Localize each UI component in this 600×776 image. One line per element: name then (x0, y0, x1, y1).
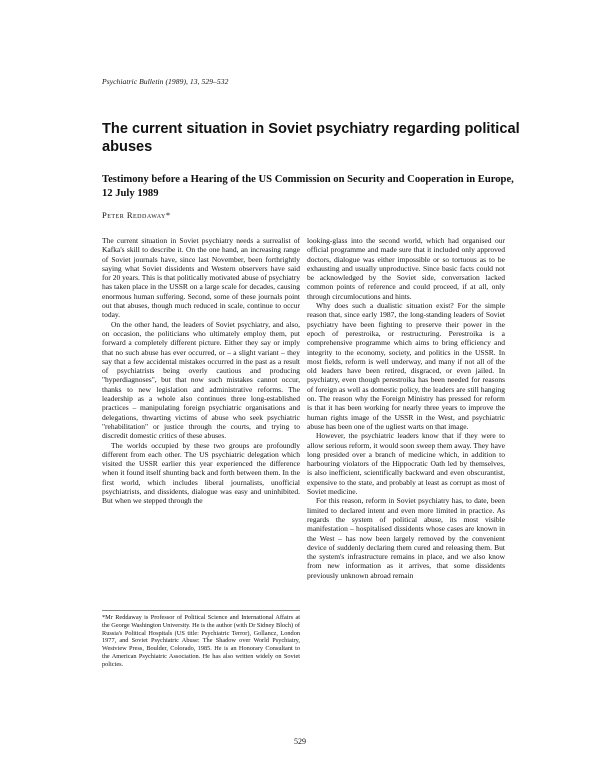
footnote-divider (102, 610, 300, 611)
page-number: 529 (294, 737, 306, 746)
paragraph: However, the psychiatric leaders know that if they were to allow serious reform, it would soon sweep them away. They have long presided over a branch of medicine which, in addition to harbouring violators of the Hippocratic Oath led by themselves, is also inefficient, scientifically backward and even obscurantist, expensive to the state, and probably at least as corrupt as most of Soviet medicine. (307, 431, 505, 497)
left-column (102, 236, 300, 506)
author-footnote (102, 614, 300, 668)
paragraph: The current situation in Soviet psychiatry needs a surrealist of Kafka's skill to describe it. On the one hand, an increasing range of Soviet journals have, since last November, been forthrightly saying what Soviet dissidents and Western observers have said for 20 years. This is that politically motivated abuse of psychiatry has taken place in the USSR on a large scale for decades, causing enormous human suffering. Second, some of these journals point out that abuses, though much reduced in scale, continue to occur today. (102, 236, 300, 320)
author-name: Peter Reddaway* (102, 210, 171, 220)
article-title: The current situation in Soviet psychiatry regarding political abuses (102, 121, 520, 155)
paragraph: For this reason, reform in Soviet psychiatry has, to date, been limited to declared intent and even more limited in practice. As regards the system of political abuse, its most visible manifestation – hospitalised dissidents whose cases are known in the West – has now been largely removed by the convenient device of suddenly declaring them cured and releasing them. But the system's infrastructure remains in place, and we also know from new information as it arrives, that some dissidents previously unknown abroad remain (307, 496, 505, 580)
paragraph: The worlds occupied by these two groups are profoundly different from each other. The US psychiatric delegation which visited the USSR earlier this year experienced the difference when it found itself shunting back and forth between them. In the first world, which includes liberal journalists, unofficial psychiatrists, and dissidents, dialogue was easy and uninhibited. But when we stepped through the (102, 440, 300, 506)
right-column (307, 236, 505, 580)
article-subtitle: Testimony before a Hearing of the US Commission on Security and Cooperation in Europe, 12 July 1989 (102, 174, 514, 199)
paragraph: On the other hand, the leaders of Soviet psychiatry, and also, on occasion, the politicians who ultimately employ them, put forward a completely different picture. Either they say or imply that no such abuse has ever occurred, or – a slight variant – they say that a few accidental mistakes occurred in the past as a result of psychiatrists being overly cautious and producing "hyperdiagnoses", but that now such mistakes cannot occur, thanks to new legislation and administrative reforms. The leadership as a whole also continues three long-established practices – manipulating foreign psychiatric organisations and delegations, thwarting victims of abuse who seek psychiatric "rehabilitation" or justice through the courts, and trying to discredit domestic critics of these abuses. (102, 319, 300, 441)
footnote-text: *Mr Reddaway is Professor of Political Science and International Affairs at the George Washington University. He is the author (with Dr Sidney Bloch) of Russia's Political Hospitals (US title: Psychiatric Terror), Gollancz, London 1977, and Soviet Psychiatric Abuse: The Shadow over World Psychiatry, Westview Press, Boulder, Colorado, 1985. He is an Honorary Consultant to the American Psychiatric Association. He has also written widely on Soviet policies. (102, 614, 300, 668)
paragraph: looking-glass into the second world, which had organised our official programme and made sure that it included only approved doctors, dialogue was either impossible or so tortuous as to be exhausting and usually unproductive. Since basic facts could not be acknowledged by the Soviet side, conversation lacked common points of reference and could proceed, if at all, only through circumlocutions and hints. (307, 236, 505, 301)
journal-citation: Psychiatric Bulletin (1989), 13, 529–532 (102, 77, 229, 86)
paragraph: Why does such a dualistic situation exist? For the simple reason that, since early 1987, the long-standing leaders of Soviet psychiatry have been fighting to preserve their power in the epoch of perestroika, or restructuring. Perestroika is a comprehensive programme which aims to bring efficiency and integrity to the economy, society, and politics in the USSR. In most fields, reform is well underway, and many if not all of the old leaders have been retired, disgraced, or even jailed. In psychiatry, even though perestroika has been needed for reasons of foreign as well as domestic policy, the leaders are still hanging on. The reason why the Foreign Ministry has pressed for reform is that it has been working for nearly three years to improve the human rights image of the USSR in the West, and psychiatric abuse has been one of the ugliest warts on that image. (307, 301, 505, 431)
